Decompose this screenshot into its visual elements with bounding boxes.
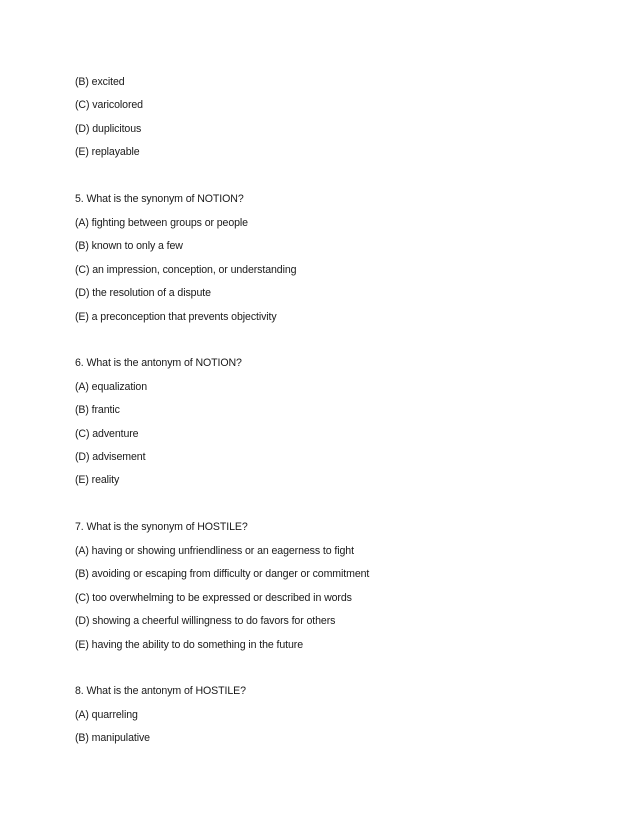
answer-option-b: (B) manipulative (75, 732, 150, 744)
question-5: 5. What is the synonym of NOTION? (75, 193, 244, 205)
answer-option-e: (E) having the ability to do something in the future (75, 639, 303, 651)
answer-option-e: (E) reality (75, 474, 120, 486)
answer-option-e: (E) a preconception that prevents objectivity (75, 311, 277, 323)
answer-option-c: (C) varicolored (75, 99, 143, 111)
answer-option-b: (B) known to only a few (75, 240, 183, 252)
answer-option-c: (C) adventure (75, 428, 139, 440)
answer-option-a: (A) having or showing unfriendliness or an eagerness to fight (75, 545, 354, 557)
answer-option-b: (B) avoiding or escaping from difficulty or danger or commitment (75, 568, 370, 580)
answer-option-d: (D) advisement (75, 451, 146, 463)
answer-option-b: (B) frantic (75, 404, 120, 416)
answer-option-a: (A) fighting between groups or people (75, 217, 248, 229)
answer-option-d: (D) the resolution of a dispute (75, 287, 211, 299)
answer-option-c: (C) too overwhelming to be expressed or described in words (75, 592, 352, 604)
answer-option-d: (D) duplicitous (75, 123, 142, 135)
answer-option-c: (C) an impression, conception, or understanding (75, 264, 297, 276)
question-6: 6. What is the antonym of NOTION? (75, 357, 242, 369)
answer-option-b: (B) excited (75, 76, 125, 88)
question-7: 7. What is the synonym of HOSTILE? (75, 521, 248, 533)
answer-option-d: (D) showing a cheerful willingness to do favors for others (75, 615, 336, 627)
answer-option-a: (A) equalization (75, 381, 148, 393)
question-8: 8. What is the antonym of HOSTILE? (75, 685, 246, 697)
answer-option-a: (A) quarreling (75, 709, 138, 721)
answer-option-e: (E) replayable (75, 146, 140, 158)
